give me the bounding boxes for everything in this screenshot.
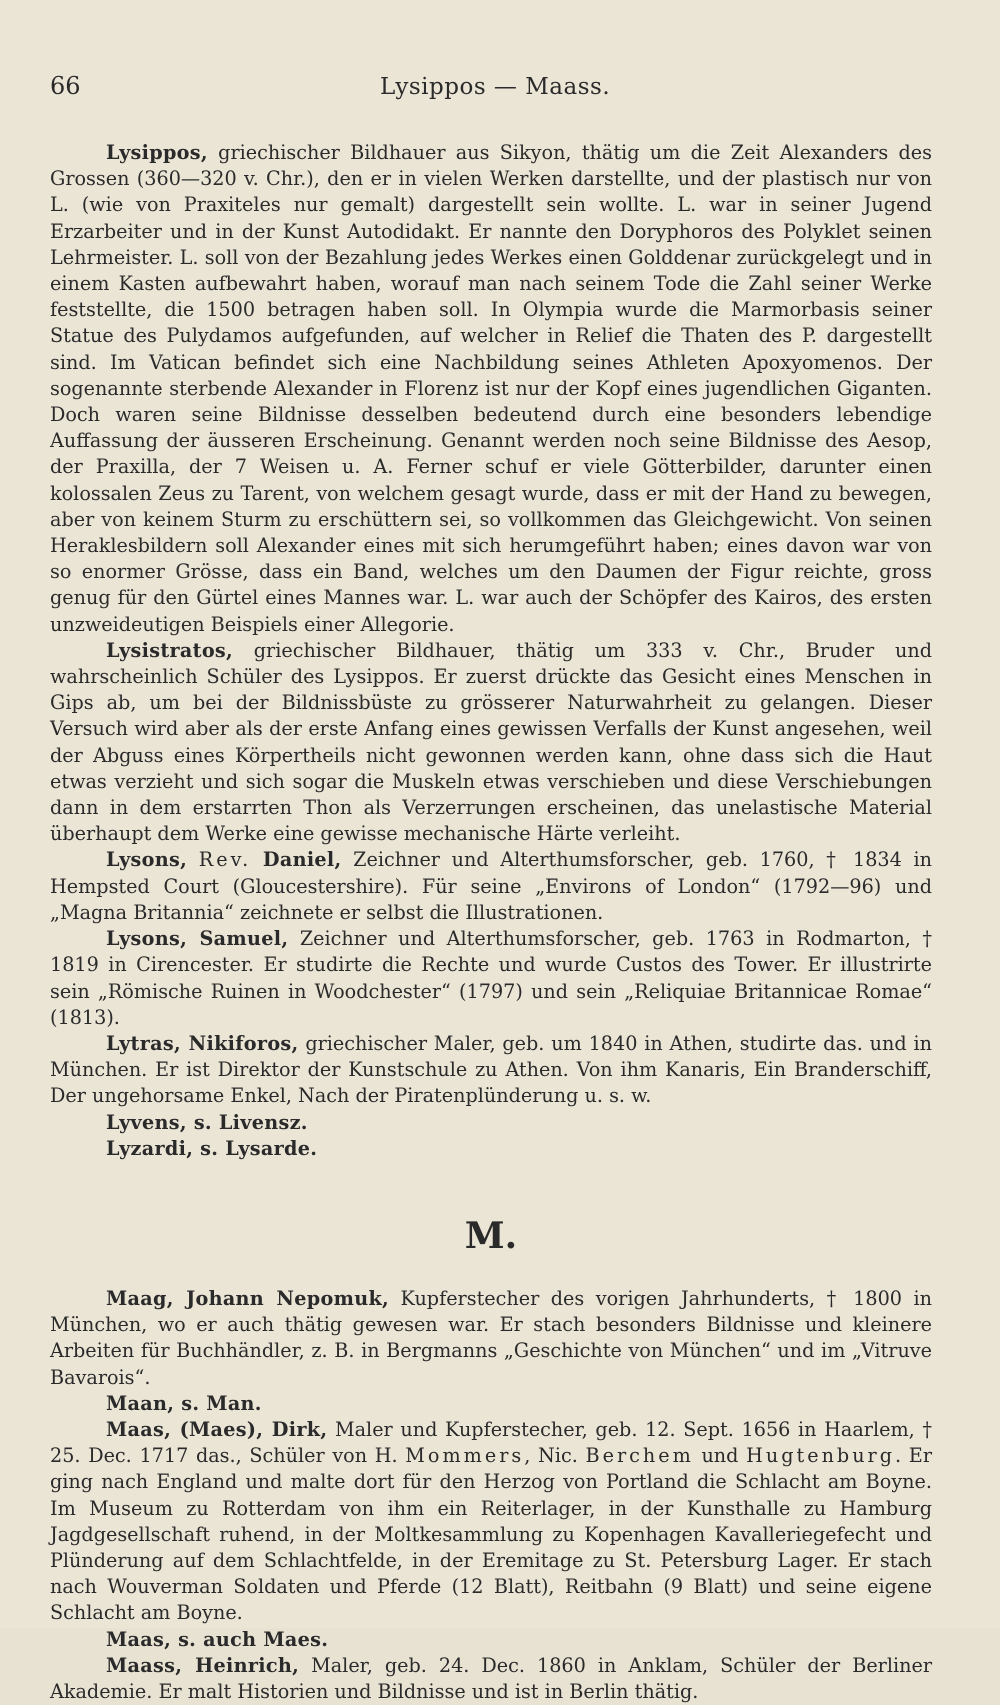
entry-lysistratos	[50, 638, 932, 848]
entry-lysons-daniel	[50, 847, 932, 926]
entry-headword: Maas, (Maes), Dirk,	[106, 1417, 328, 1441]
entry-maas-see-also	[50, 1627, 932, 1653]
page-number: 66	[50, 72, 81, 100]
entry-text: Zeichner und Alterthumsforscher, geb. 1763 in Rodmarton, † 1819 in Cirencester. Er studirte die Rechte und wurde Custos des Tower. Er illustrirte sein „Römische Ruinen in Woodchester“ (1797) und sein „Reliquiae Britannicae Romae“ (1813).	[50, 927, 932, 1029]
entry-lysippos	[50, 140, 932, 638]
entry-headword: Maas, s. auch Maes.	[106, 1627, 329, 1651]
entry-headword: Maag, Johann Nepomuk,	[106, 1286, 390, 1310]
entry-text: griechischer Maler, geb. um 1840 in Athen, studirte das. und in München. Er ist Direktor der Kunstschule zu Athen. Von ihm Kanaris, Ein Branderschiff, Der ungehorsame Enkel, Nach der Piratenplünderung u. s. w.	[50, 1031, 932, 1108]
entry-maass	[50, 1653, 932, 1705]
entry-spaced-name: Mommers	[405, 1444, 525, 1468]
entry-headword: Lysippos,	[106, 141, 208, 164]
entry-spaced-name: Berchem	[585, 1444, 694, 1468]
entry-headword: Lysons, Samuel,	[106, 927, 289, 951]
entry-text: griechischer Bildhauer aus Sikyon, thätig um die Zeit Alexanders des Grossen (360—320 v. Chr.), den er in vielen Werken darstellte, und der plastisch nur von L. (wie von Praxiteles nur gemalt) dargestellt sein wollte. L. war in seiner Jugend Erzarbeiter und in der Kunst Autodidakt. Er nannte den Doryphoros des Polyklet seinen Lehrmeister. L. soll von der Bezahlung jedes Werkes einen Golddenar zurückgelegt und in einem Kasten aufbewahrt haben, worauf man nach seinem Tode die Zahl seiner Werke feststellte, die 1500 betragen haben soll. In Olympia wurde die Marmorbasis seiner Statue des Pulydamos aufgefunden, auf welcher in Relief die Thaten des P. dargestellt sind. Im Vatican befindet sich eine Nachbildung seines Athleten Apoxyomenos. Der sogenannte sterbende Alexander in Florenz ist nur der Kopf eines jugendlichen Giganten. Doch waren seine Bildnisse desselben bedeutend durch eine besonders lebendige Auffassung der äusseren Erscheinung. Genannt werden noch seine Bildnisse des Aesop, der Praxilla, der 7 Weisen u. A. Ferner schuf er viele Götterbilder, darunter einen kolossalen Zeus zu Tarent, von welchem gesagt wurde, dass er mit der Hand zu bewegen, aber von keinem Sturm zu erschüttern sei, so vollkommen das Gleichgewicht. Von seinen Heraklesbildern soll Alexander eines mit sich herumgeführt haben; eines davon war von so enormer Grösse, dass ein Band, welches um den Daumen der Figur reichte, gross genug für den Gürtel eines Mannes war. L. war auch der Schöpfer des Kairos, des ersten unzweideutigen Beispiels einer Allegorie.	[50, 141, 932, 636]
entry-text: und	[693, 1444, 747, 1468]
section-letter: M.	[464, 1214, 518, 1257]
entry-maan	[50, 1391, 932, 1417]
entry-headword: Lytras, Nikiforos,	[106, 1031, 299, 1055]
entry-lyzardi	[50, 1136, 932, 1162]
entry-text: Kupferstecher des vorigen Jahrhunderts, † 1800 in München, wo er auch thätig gewesen war. Er stach besonders Bildnisse und kleinere Arbeiten für Buchhändler, z. B. in Bergmanns „Geschichte von München“ und im „Vitruve Bavarois“.	[50, 1286, 932, 1389]
entry-headword: Lysistratos,	[106, 638, 233, 662]
entry-headword: Lyzardi, s. Lysarde.	[106, 1136, 318, 1160]
entry-maag	[50, 1286, 932, 1391]
page-header	[50, 72, 932, 112]
entry-lyvens	[50, 1110, 932, 1136]
entry-text: Zeichner und Alterthumsforscher, geb. 1760, † 1834 in Hempsted Court (Gloucestershire). Für seine „Environs of London“ (1792—96) und „Magna Britannia“ zeichnete er selbst die Illustrationen.	[50, 848, 932, 924]
entry-lytras	[50, 1031, 932, 1110]
entry-text: Maler, geb. 24. Dec. 1860 in Anklam, Schüler der Berliner Akademie. Er malt Historien und Bildnisse und ist in Berlin thätig.	[50, 1653, 933, 1703]
entry-lysons-samuel	[50, 926, 932, 1031]
entry-spaced-name: Hugtenburg	[746, 1444, 896, 1468]
running-head: Lysippos — Maass.	[380, 74, 611, 100]
entry-text: griechischer Bildhauer, thätig um 333 v. Chr., Bruder und wahrscheinlich Schüler des Lysippos. Er zuerst drückte das Gesicht eines Menschen in Gips ab, um bei der Bildnissbüste zu grösserer Naturwahrheit zu gelangen. Dieser Versuch wird aber als der erste Anfang eines gewissen Verfalls der Kunst angesehen, weil der Abguss eines Körpertheils nicht gewonnen werden kann, ohne dass sich die Haut etwas verzieht und sich sogar die Muskeln etwas verschieben und diese Verschiebungen dann in dem erstarrten Thon als Verzerrungen erscheinen, das unelastische Material überhaupt dem Werke eine gewisse mechanische Härte verleiht.	[50, 638, 932, 846]
entry-headword: Maan, s. Man.	[106, 1391, 262, 1415]
entry-title-spaced: Rev.	[198, 848, 252, 872]
entry-headword-name: Daniel,	[262, 848, 342, 872]
entry-maas-dirk	[50, 1417, 932, 1627]
entry-text: . Er ging nach England und malte dort für den Herzog von Portland die Schlacht am Boyne. Im Museum zu Rotterdam von ihm ein Reiterlager, in der Kunsthalle zu Hamburg Jagdgesellschaft ruhend, in der Moltkesammlung zu Kopenhagen Kavalleriegefecht und Plünderung auf dem Schlachtfelde, in der Eremitage zu St. Petersburg Lager. Er stach nach Wouverman Soldaten und Pferde (12 Blatt), Reitbahn (9 Blatt) und seine eigene Schlacht am Boyne.	[50, 1444, 932, 1625]
entry-text: , Nic.	[524, 1444, 586, 1468]
entry-text: Maler und Kupferstecher, geb. 12. Sept. 1656 in Haarlem, † 25. Dec. 1717 das., Schüler von H.	[50, 1417, 932, 1468]
entry-headword: Lyvens, s. Livensz.	[106, 1110, 308, 1134]
entry-headword: Maass, Heinrich,	[106, 1653, 300, 1677]
entry-headword: Lysons,	[106, 848, 188, 872]
